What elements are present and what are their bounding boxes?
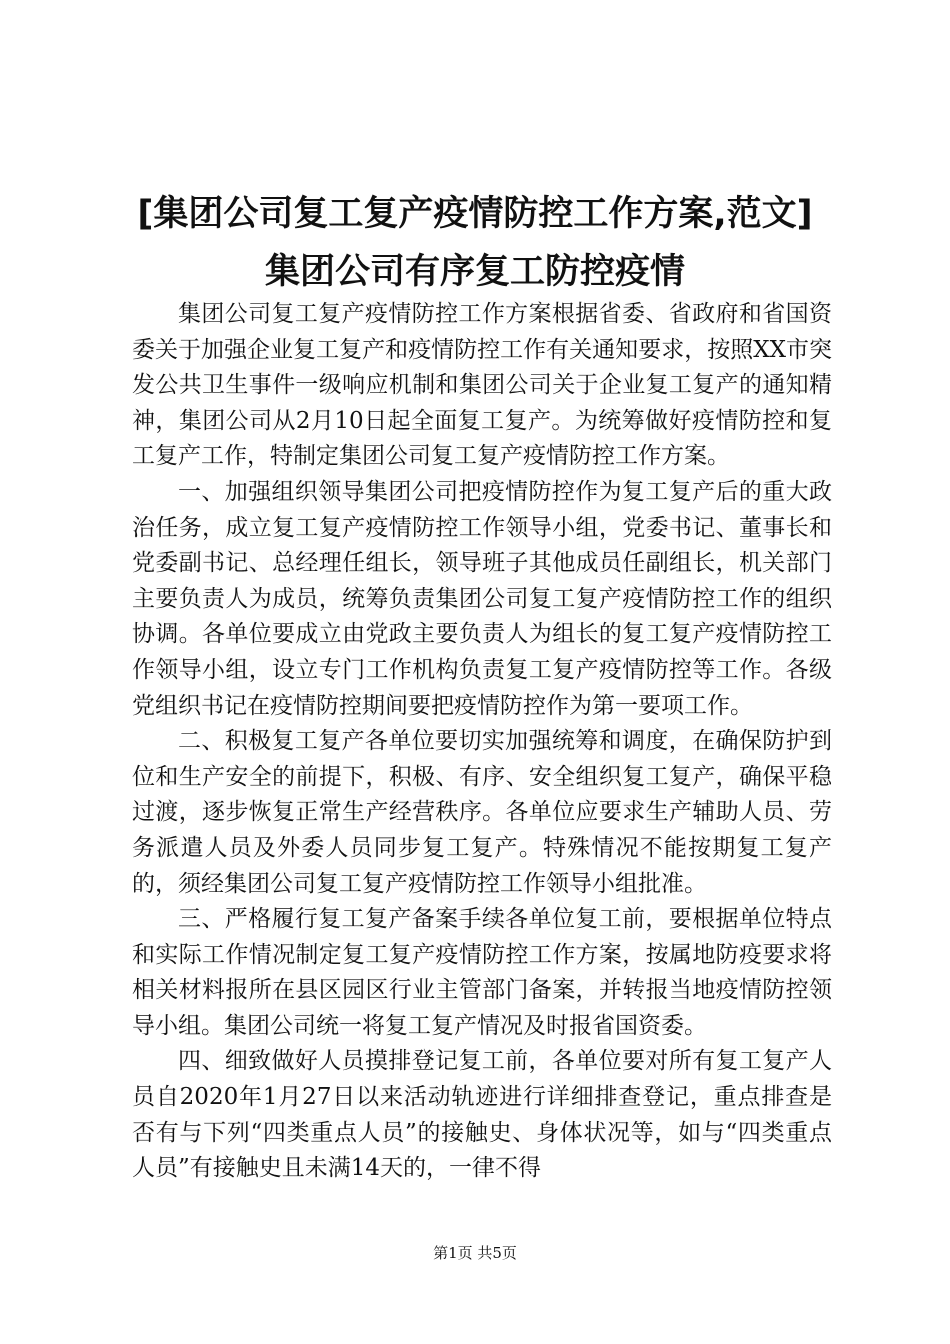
page-footer: 第1页 共5页 [433, 1244, 517, 1262]
paragraph-section-2: 二、积极复工复产各单位要切实加强统筹和调度，在确保防护到位和生产安全的前提下，积极、有序、安全组织复工复产，确保平稳过渡，逐步恢复正常生产经营秩序。各单位应要求生产辅助人员、劳务派遣人员及外委人员同步复工复产。特殊情况不能按期复工复产的，须经集团公司复工复产疫情防控工作领导小组批准。 [132, 728, 832, 897]
document-title-line-1: [集团公司复工复产疫情防控工作方案,范文] [137, 194, 813, 234]
title-block [0, 185, 950, 301]
paragraph-section-1: 一、加强组织领导集团公司把疫情防控作为复工复产后的重大政治任务，成立复工复产疫情防控工作领导小组，党委书记、董事长和党委副书记、总经理任组长，领导班子其他成员任副组长，机关部门主要负责人为成员，统筹负责集团公司复工复产疫情防控工作的组织协调。各单位要成立由党政主要负责人为组长的复工复产疫情防控工作领导小组，设立专门工作机构负责复工复产疫情防控等工作。各级党组织书记在疫情防控期间要把疫情防控作为第一要项工作。 [132, 478, 832, 719]
document-body [132, 297, 832, 1187]
paragraph-intro: 集团公司复工复产疫情防控工作方案根据省委、省政府和省国资委关于加强企业复工复产和疫情防控工作有关通知要求，按照XX市突发公共卫生事件一级响应机制和集团公司关于企业复工复产的通知精神，集团公司从2月10日起全面复工复产。为统筹做好疫情防控和复工复产工作，特制定集团公司复工复产疫情防控工作方案。 [132, 301, 832, 470]
document-title-line-2: 集团公司有序复工防控疫情 [264, 252, 685, 292]
paragraph-section-4: 四、细致做好人员摸排登记复工前，各单位要对所有复工复产人员自2020年1月27日以来活动轨迹进行详细排查登记，重点排查是否有与下列“四类重点人员”的接触史、身体状况等，如与“四类重点人员”有接触史且未满14天的，一律不得 [132, 1048, 832, 1182]
paragraph-section-3: 三、严格履行复工复产备案手续各单位复工前，要根据单位特点和实际工作情况制定复工复产疫情防控工作方案，按属地防疫要求将相关材料报所在县区园区行业主管部门备案，并转报当地疫情防控领导小组。集团公司统一将复工复产情况及时报省国资委。 [132, 906, 832, 1039]
